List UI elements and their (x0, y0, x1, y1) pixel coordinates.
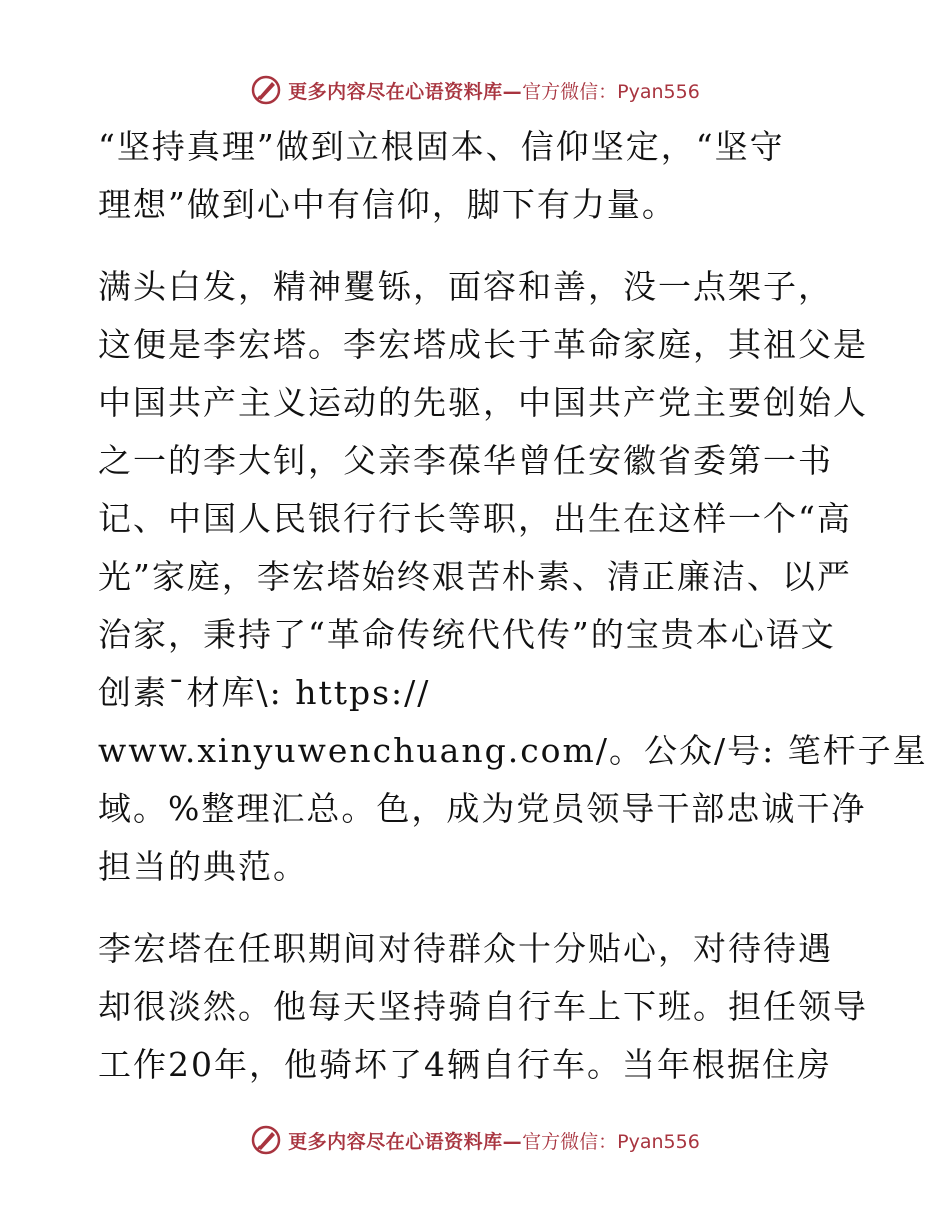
text-line: 中国共产主义运动的先驱，中国共产党主要创始人 (98, 383, 868, 422)
text-line: 光”家庭，李宏塔始终艰苦朴素、清正廉洁、以严 (98, 557, 852, 596)
paragraph (98, 118, 858, 234)
text-line: 这便是李宏塔。李宏塔成长于革命家庭，其祖父是 (98, 325, 868, 364)
quill-pen-circle-icon (250, 74, 282, 106)
text-line: “坚持真理”做到立根固本、信仰坚定，“坚守 (98, 127, 785, 166)
text-line: 却很淡然。他每天坚持骑自行车上下班。担任领导 (98, 987, 868, 1026)
document-body (98, 118, 928, 1118)
page-footer (0, 1120, 950, 1160)
header-brand-text: 更多内容尽在心语资料库— (288, 80, 523, 103)
text-line: 担当的典范。 (98, 847, 308, 886)
text-line: www.xinyuwenchuang.com/。公众/号: 笔杆子星 (98, 731, 928, 770)
text-line: 理想”做到心中有信仰，脚下有力量。 (98, 185, 677, 224)
page-header (0, 70, 950, 110)
footer-wechat-label: 官方微信：Pyan556 (522, 1130, 700, 1153)
paragraph (98, 258, 928, 896)
text-line: 治家，秉持了“革命传统代代传”的宝贵本心语文 (98, 615, 836, 654)
text-line: 之一的李大钊，父亲李葆华曾任安徽省委第一书 (98, 441, 833, 480)
footer-brand-text: 更多内容尽在心语资料库— (288, 1130, 523, 1153)
text-line: 满头白发，精神矍铄，面容和善，没一点架子， (98, 267, 833, 306)
text-line: 域。%整理汇总。色，成为党员领导干部忠诚干净 (98, 789, 867, 828)
quill-pen-circle-icon (250, 1124, 282, 1156)
text-line: 记、中国人民银行行长等职，出生在这样一个“高 (98, 499, 852, 538)
text-line: 李宏塔在任职期间对待群众十分贴心，对待待遇 (98, 929, 833, 968)
paragraph (98, 920, 868, 1094)
header-wechat-label: 官方微信：Pyan556 (522, 80, 700, 103)
text-line: 工作20年，他骑坏了4辆自行车。当年根据住房 (98, 1045, 832, 1084)
text-line: 创素¯材库\: https:// (98, 673, 431, 712)
